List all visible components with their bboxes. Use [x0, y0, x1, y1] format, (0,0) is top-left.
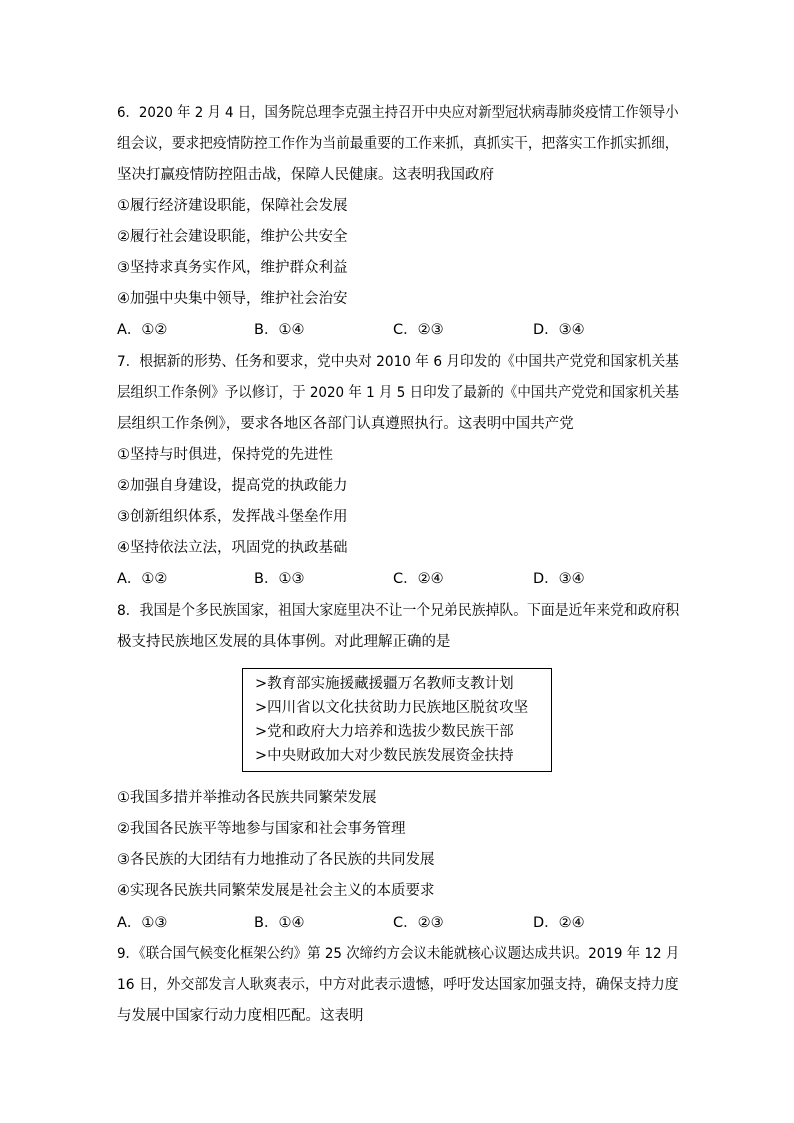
q7-stem-line-1: 7．根据新的形势、任务和要求，党中央对 2010 年 6 月印发的《中国共产党党和国家机关基: [117, 354, 679, 370]
q7-item-3: ③创新组织体系，发挥战斗堡垒作用: [117, 509, 348, 525]
q6-stem-line-3: 坚决打赢疫情防控阻击战，保障人民健康。这表明我国政府: [117, 167, 494, 183]
q7-choice-b[interactable]: B．①③: [254, 571, 305, 587]
q8-item-1: ①我国多措并举推动各民族共同繁荣发展: [117, 790, 377, 806]
q8-choice-a[interactable]: A．①③: [117, 915, 168, 931]
q8-choice-b[interactable]: B．①④: [254, 915, 305, 931]
q8-item-4: ④实现各民族共同繁荣发展是社会主义的本质要求: [117, 883, 435, 899]
q8-stem-line-1: 8．我国是个多民族国家，祖国大家庭里决不让一个兄弟民族掉队。下面是近年来党和政府积: [117, 603, 680, 619]
q9-stem-line-2: 16 日，外交部发言人耿爽表示，中方对此表示遗憾，呼吁发达国家加强支持，确保支持力度: [117, 977, 679, 993]
q6-choice-a[interactable]: A．①②: [117, 322, 168, 338]
q6-item-3: ③坚持求真务实作风，维护群众利益: [117, 260, 348, 276]
q6-choice-c[interactable]: C．②③: [393, 322, 444, 338]
q8-examples-box: [242, 668, 552, 772]
q6-item-2: ②履行社会建设职能，维护公共安全: [117, 229, 348, 245]
q7-choice-c[interactable]: C．②④: [393, 571, 444, 587]
q8-example-2: >四川省以文化扶贫助力民族地区脱贫攻坚: [255, 700, 529, 716]
q6-stem-line-1: 6．2020 年 2 月 4 日，国务院总理李克强主持召开中央应对新型冠状病毒肺炎疫情工作领导小: [117, 105, 679, 121]
q7-item-2: ②加强自身建设，提高党的执政能力: [117, 478, 348, 494]
q7-stem-line-2: 层组织工作条例》予以修订，于 2020 年 1 月 5 日印发了最新的《中国共产党党和国家机关基: [117, 385, 679, 401]
q7-choice-d[interactable]: D．③④: [533, 571, 585, 587]
q8-example-1: >教育部实施援藏援疆万名教师支教计划: [255, 676, 514, 692]
q7-stem-line-3: 层组织工作条例》，要求各地区各部门认真遵照执行。这表明中国共产党: [117, 416, 574, 432]
q6-choice-d[interactable]: D．③④: [533, 322, 585, 338]
q6-choice-b[interactable]: B．①④: [254, 322, 305, 338]
q8-stem-line-2: 极支持民族地区发展的具体事例。对此理解正确的是: [117, 634, 451, 650]
q8-item-2: ②我国各民族平等地参与国家和社会事务管理: [117, 821, 406, 837]
q6-item-1: ①履行经济建设职能，保障社会发展: [117, 198, 348, 214]
q6-item-4: ④加强中央集中领导，维护社会治安: [117, 291, 348, 307]
q8-choice-c[interactable]: C．②③: [393, 915, 444, 931]
q6-stem-line-2: 组会议，要求把疫情防控工作作为当前最重要的工作来抓，真抓实干，把落实工作抓实抓细，: [117, 136, 679, 152]
q8-choice-d[interactable]: D．②④: [533, 915, 585, 931]
q9-stem-line-1: 9．《联合国气候变化框架公约》第 25 次缔约方会议未能就核心议题达成共识。2019 年 12 月: [117, 946, 680, 962]
q7-item-4: ④坚持依法立法，巩固党的执政基础: [117, 540, 348, 556]
q8-example-3: >党和政府大力培养和选拔少数民族干部: [255, 724, 514, 740]
q8-item-3: ③各民族的大团结有力地推动了各民族的共同发展: [117, 852, 435, 868]
q9-stem-line-3: 与发展中国家行动力度相匹配。这表明: [117, 1008, 364, 1024]
q7-item-1: ①坚持与时俱进，保持党的先进性: [117, 447, 333, 463]
q7-choice-a[interactable]: A．①②: [117, 571, 168, 587]
q8-example-4: >中央财政加大对少数民族发展资金扶持: [255, 748, 514, 764]
